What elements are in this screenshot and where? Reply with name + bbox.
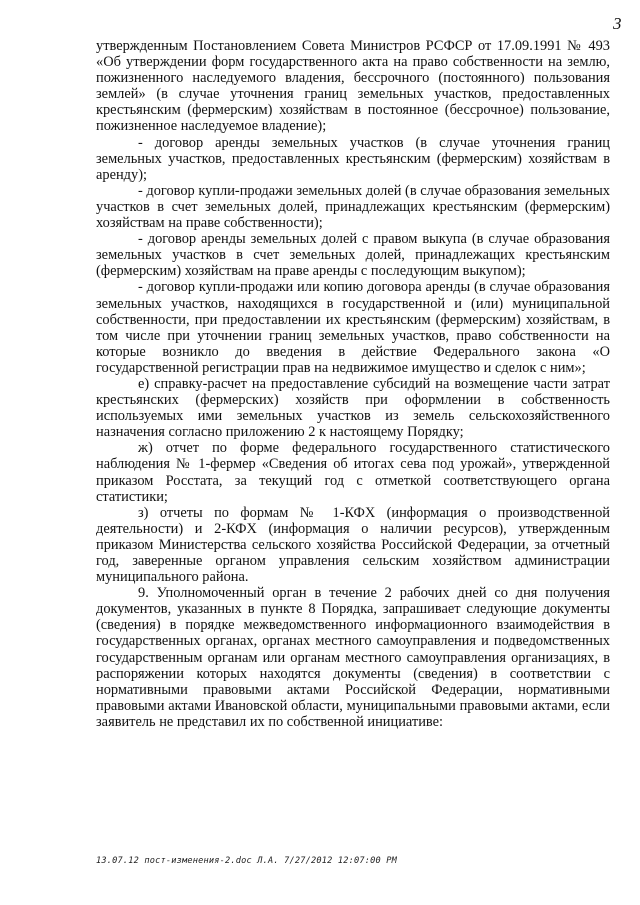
paragraph-share-purchase: - договор купли-продажи земельных долей (в случае образования земельных участков в счет земельных долей, принадлежащих крестьянским (фермерским) хозяйствам на праве собственности); bbox=[96, 182, 610, 232]
paragraph-clause-9: 9. Уполномоченный орган в течение 2 рабочих дней со дня получения документов, указанных в пункте 8 Порядка, запрашивает следующие документы (сведения) в порядке межведомственного информационного взаимодействия в государственных органах, органах местного самоуправления и подведомственных государственным органам или органам местного самоуправления организациях, в распоряжении которых находятся документы (сведения) в соответствии с нормативными правовыми актами Российской Федерации, нормативными правовыми актами Ивановской области, муниципальными правовыми актами, если заявитель не представил их по собственной инициативе: bbox=[96, 585, 610, 730]
paragraph-item-zh: ж) отчет по форме федерального государственного статистического наблюдения № 1-фермер «Сведения об итогах сева под урожай», утвержденной приказом Росстата, за текущий год с отметкой соответствующего органа статистики; bbox=[96, 440, 610, 505]
document-footer: 13.07.12 пост-изменения-2.doc Л.А. 7/27/2012 12:07:00 PM bbox=[96, 856, 397, 866]
paragraph-land-lease: - договор аренды земельных участков (в случае уточнения границ земельных участков, предоставленных крестьянским (фермерским) хозяйствам в аренду); bbox=[96, 134, 610, 183]
paragraph-item-e: е) справку-расчет на предоставление субсидий на возмещение части затрат крестьянских (фермерских) хозяйств при оформлении в собственность используемых ими земельных участков из земель сельскохозяйственного назначения согласно приложению 2 к настоящему Порядку; bbox=[96, 375, 610, 441]
paragraph-act-form-continuation: утвержденным Постановлением Совета Министров РСФСР от 17.09.1991 № 493 «Об утверждении форм государственного акта на право собственности на землю, пожизненного наследуемого владения, бессрочного (постоянного) пользования землей» (в случае уточнения границ земельных участков, предоставленных крестьянским (фермерским) хозяйствам в постоянное (бессрочное) пользование, пожизненное наследуемое владение); bbox=[96, 38, 610, 135]
paragraph-share-lease-buyout: - договор аренды земельных долей с правом выкупа (в случае образования земельных участков в счет земельных долей, принадлежащих крестьянским (фермерским) хозяйствам на праве аренды с последующим выкупом); bbox=[96, 231, 610, 280]
paragraph-item-z: з) отчеты по формам № 1-КФХ (информация о производственной деятельности) и 2-КФХ (информация о наличии ресурсов), утвержденным приказом Министерства сельского хозяйства Российской Федерации, за отчетный год, заверенные органом управления сельским хозяйством администрации муниципального района. bbox=[96, 504, 610, 586]
page-number: 3 bbox=[613, 14, 622, 33]
document-body bbox=[96, 38, 610, 730]
paragraph-state-land-purchase: - договор купли-продажи или копию договора аренды (в случае образования земельных участков, находящихся в государственной и (или) муниципальной собственности, при предоставлении их крестьянским (фермерским) хозяйствам, в том числе при уточнении границ земельных участков, право собственности на которые возникло до введения в действие Федерального закона «О государственной регистрации прав на недвижимое имущество и сделок с ним»; bbox=[96, 279, 610, 376]
